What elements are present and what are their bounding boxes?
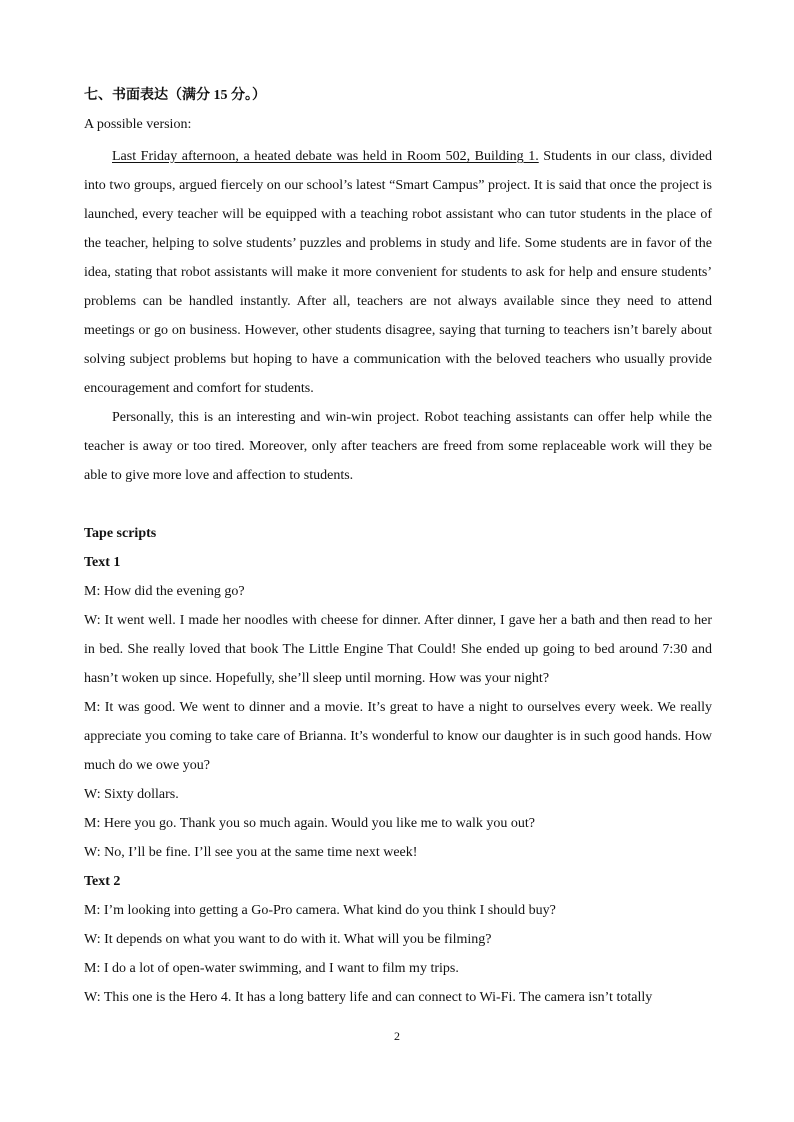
dialogue-line: W: This one is the Hero 4. It has a long battery life and can connect to Wi-Fi. The camera isn’t totally — [84, 990, 653, 1005]
essay-paragraph-2: Personally, this is an interesting and win-win project. Robot teaching assistants can offer help while the teacher is away or too tired. Moreover, only after teachers are freed from some replaceable work will they be able to give more love and affection to students. — [84, 410, 712, 483]
tape-scripts — [84, 519, 712, 1012]
essay-paragraph-1-text: Students in our class, divided into two groups, argued fiercely on our school’s latest “Smart Campus” project. It is said that once the project is launched, every teacher will be equipped with a teaching robot assistant who can tutor students in the place of the teacher, helping to solve students’ puzzles and problems in study and life. Some students are in favor of the idea, stating that robot assistants will make it more convenient for students to ask for help and ensure students’ problems can be handled instantly. After all, teachers are not always available since they need to attend meetings or go on business. However, other students disagree, saying that turning to teachers isn’t barely about solving subject problems but hoping to have a communication with the beloved teachers who usually provide encouragement and comfort for students. — [84, 149, 712, 396]
version-label: A possible version: — [84, 117, 192, 132]
essay-underlined-sentence: Last Friday afternoon, a heated debate was held in Room 502, Building 1. — [112, 149, 539, 164]
essay — [84, 142, 712, 490]
page-content — [84, 84, 712, 1012]
dialogue-line: W: Sixty dollars. — [84, 787, 179, 802]
dialogue-line: M: It was good. We went to dinner and a movie. It’s great to have a night to ourselves every week. We really appreciate you coming to take care of Brianna. It’s wonderful to know our daughter is in such good hands. How much do we owe you? — [84, 700, 712, 773]
dialogue-line: W: It went well. I made her noodles with cheese for dinner. After dinner, I gave her a bath and then read to her in bed. She really loved that book The Little Engine That Could! She ended up going to bed around 7:30 and hasn’t woken up since. Hopefully, she’ll sleep until morning. How was your night? — [84, 613, 712, 686]
dialogue-line: M: Here you go. Thank you so much again. Would you like me to walk you out? — [84, 816, 535, 831]
dialogue-line: M: How did the evening go? — [84, 584, 245, 599]
tape-scripts-heading: Tape scripts — [84, 526, 157, 541]
dialogue-line: M: I’m looking into getting a Go-Pro camera. What kind do you think I should buy? — [84, 903, 556, 918]
page-number: 2 — [394, 1029, 400, 1043]
essay-paragraph-1 — [84, 142, 712, 403]
text-2-heading: Text 2 — [84, 874, 121, 889]
dialogue-line: W: No, I’ll be fine. I’ll see you at the same time next week! — [84, 845, 418, 860]
text-1-heading: Text 1 — [84, 555, 121, 570]
section-title: 七、书面表达（满分 15 分。） — [84, 88, 266, 103]
dialogue-line: W: It depends on what you want to do with it. What will you be filming? — [84, 932, 492, 947]
dialogue-line: M: I do a lot of open-water swimming, and I want to film my trips. — [84, 961, 459, 976]
